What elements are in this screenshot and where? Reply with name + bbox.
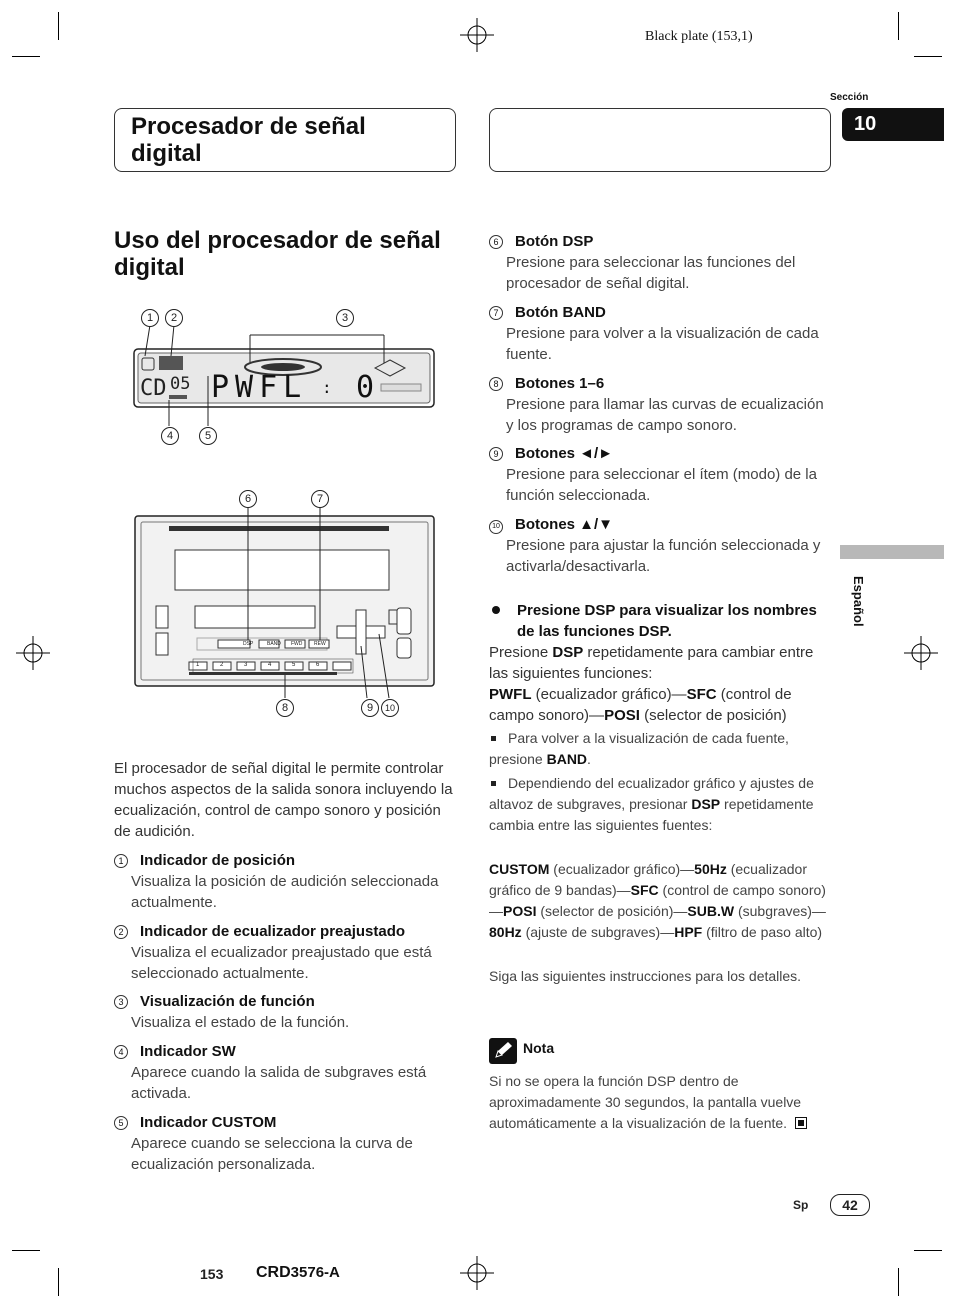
item-description: Presione para llamar las curvas de ecualización y los programas de campo sonoro. — [506, 396, 824, 434]
note-bold: BAND — [546, 751, 588, 767]
seq-name: HPF — [674, 924, 703, 940]
note-bold: DSP — [691, 796, 721, 812]
model-prefix: CRD — [256, 1264, 291, 1281]
note-1: Para volver a la visualización de cada fuente, presione BAND. — [489, 730, 789, 767]
language-tab — [840, 545, 944, 559]
square-bullet-icon — [491, 781, 496, 786]
function-desc: (control de campo sonoro)— — [489, 686, 792, 724]
crop-mark — [12, 56, 40, 57]
item-title: Visualización de función — [140, 993, 315, 1010]
display-function-text: PWFL — [211, 370, 308, 405]
seq-desc: (subgraves)— — [734, 903, 826, 919]
list-item — [489, 302, 834, 365]
preset-button-6: 6 — [316, 662, 320, 668]
seq-name: SUB.W — [687, 903, 735, 919]
footer-lang: Sp — [793, 1198, 809, 1212]
footer-model — [256, 1264, 340, 1282]
seq-desc: (ajuste de subgraves)— — [521, 924, 675, 940]
item-title: Indicador CUSTOM — [140, 1114, 277, 1131]
item-description: Aparece cuando la salida de subgraves está activada. — [131, 1064, 427, 1102]
step-text: repetidamente para cambiar entre las siguientes funciones: — [489, 644, 814, 682]
preset-button-2: 2 — [220, 662, 224, 668]
registration-mark — [460, 1256, 494, 1290]
rew-button-label: REW — [314, 641, 326, 647]
registration-mark — [460, 18, 494, 52]
header-empty-box — [489, 108, 831, 172]
crop-mark — [914, 56, 942, 57]
plate-label: Black plate (153,1) — [645, 29, 753, 44]
nota-body: Si no se opera la función DSP dentro de aproximadamente 30 segundos, la pantalla vuelve automáticamente a la visualización de la fuente. — [489, 1073, 802, 1131]
step-title: Presione DSP para visualizar los nombres de las funciones DSP. — [517, 602, 817, 640]
list-item — [489, 231, 834, 294]
language-label: Español — [851, 576, 866, 627]
item-title: Botones 1–6 — [515, 375, 605, 392]
preset-button-4: 4 — [268, 662, 272, 668]
note-text: Dependiendo del ecualizador gráfico y ajustes de altavoz de subgraves, presionar — [489, 775, 814, 812]
item-description: Visualiza la posición de audición seleccionada actualmente. — [131, 873, 439, 911]
list-item — [489, 443, 834, 506]
head-unit-figure — [133, 488, 437, 720]
callout-2: 2 — [165, 309, 183, 327]
item-description: Aparece cuando se selecciona la curva de ecualización personalizada. — [131, 1135, 413, 1173]
header-title: Procesador de señal digital — [131, 113, 366, 167]
item-number: 10 — [489, 520, 503, 534]
display-figure — [133, 308, 437, 448]
note-2 — [489, 773, 834, 836]
item-number: 8 — [489, 377, 503, 391]
main-title: Uso del procesador de señal digital — [114, 227, 441, 281]
item-number: 1 — [114, 854, 128, 868]
preset-button-1: 1 — [196, 662, 200, 668]
function-name: SFC — [686, 686, 717, 703]
sequence-list — [489, 859, 834, 943]
list-item — [489, 373, 834, 436]
seq-desc: (selector de posición)— — [536, 903, 688, 919]
preset-button-5: 5 — [292, 662, 296, 668]
item-description: Presione para seleccionar el ítem (modo) de la función seleccionada. — [506, 466, 817, 504]
crop-mark — [58, 1268, 59, 1296]
function-desc: (selector de posición) — [639, 707, 787, 724]
item-number: 3 — [114, 995, 128, 1009]
list-item — [114, 991, 459, 1033]
section-label: Sección — [830, 92, 869, 103]
display-cd: CD — [140, 376, 167, 401]
registration-mark — [904, 636, 938, 670]
callout-7: 7 — [311, 490, 329, 508]
fwd-button-label: FWD — [291, 641, 303, 647]
step-bullet — [492, 606, 500, 614]
callout-5: 5 — [199, 427, 217, 445]
item-number: 4 — [114, 1045, 128, 1059]
seq-name: 50Hz — [694, 861, 727, 877]
nota-text — [489, 1071, 829, 1134]
callout-6: 6 — [239, 490, 257, 508]
item-description: Presione para ajustar la función seleccionada y activarla/desactivarla. — [506, 537, 821, 575]
square-bullet-icon — [491, 736, 496, 741]
list-item — [114, 1112, 459, 1175]
item-number: 7 — [489, 306, 503, 320]
footer-number: 153 — [200, 1266, 224, 1282]
band-button-label: BAND — [267, 641, 281, 647]
seq-name: SFC — [630, 882, 659, 898]
item-number: 6 — [489, 235, 503, 249]
item-title: Indicador de posición — [140, 852, 296, 869]
list-item — [114, 850, 459, 913]
item-title: Botón BAND — [515, 304, 606, 321]
item-title: Botones ▲/▼ — [515, 516, 614, 533]
item-number: 9 — [489, 447, 503, 461]
callout-1: 1 — [141, 309, 159, 327]
function-name: POSI — [604, 707, 640, 724]
intro-paragraph: El procesador de señal digital le permite controlar muchos aspectos de la salida sonora incluyendo la ecualización, control de campo sonoro y posición de audición. — [114, 760, 453, 840]
seq-desc: (ecualizador gráfico de 9 bandas)— — [489, 861, 807, 898]
callout-4: 4 — [161, 427, 179, 445]
item-title: Indicador SW — [140, 1043, 236, 1060]
list-item — [114, 1041, 459, 1104]
callout-3: 3 — [336, 309, 354, 327]
seq-name: CUSTOM — [489, 861, 550, 877]
seq-desc: (ecualizador gráfico)— — [549, 861, 695, 877]
item-number: 5 — [114, 1116, 128, 1130]
callout-8: 8 — [276, 699, 294, 717]
step-description — [489, 642, 834, 726]
item-description: Presione para seleccionar las funciones del procesador de señal digital. — [506, 254, 796, 292]
header-title-box — [114, 108, 456, 172]
function-name: PWFL — [489, 686, 532, 703]
callout-9: 9 — [361, 699, 379, 717]
crop-mark — [12, 1250, 40, 1251]
crop-mark — [58, 12, 59, 40]
item-description: Visualiza el ecualizador preajustado que está seleccionado actualmente. — [131, 944, 432, 982]
item-title: Botón DSP — [515, 233, 594, 250]
follow-text: Siga las siguientes instrucciones para los detalles. — [489, 968, 802, 984]
head-unit-diagram — [133, 488, 437, 720]
display-track: 05 — [170, 374, 191, 394]
item-description: Visualiza el estado de la función. — [131, 1014, 350, 1031]
display-colon: : — [322, 378, 332, 397]
note-text: Para volver a la visualización de cada fuente, presione — [489, 730, 789, 767]
seq-desc: (filtro de paso alto) — [702, 924, 823, 940]
callout-10: 10 — [381, 699, 399, 717]
end-mark-icon — [795, 1117, 807, 1129]
crop-mark — [898, 12, 899, 40]
list-item — [114, 921, 459, 984]
step-text: Presione — [489, 644, 553, 661]
note-icon — [489, 1038, 517, 1064]
item-number: 2 — [114, 925, 128, 939]
step-block — [489, 600, 834, 642]
note-text: repetidamente cambia entre las siguientes fuentes: — [489, 796, 814, 833]
dsp-button-label: DSP — [243, 641, 254, 647]
display-value: 0 — [356, 370, 375, 405]
section-number-badge: 10 — [842, 108, 944, 141]
function-desc: (ecualizador gráfico)— — [531, 686, 687, 703]
model-suffix: 3576-A — [290, 1264, 340, 1281]
crop-mark — [898, 1268, 899, 1296]
page-number: 42 — [830, 1194, 870, 1216]
nota-label: Nota — [523, 1040, 555, 1056]
list-item — [489, 514, 834, 577]
seq-name: 80Hz — [489, 924, 522, 940]
preset-button-3: 3 — [244, 662, 248, 668]
registration-mark — [16, 636, 50, 670]
seq-name: POSI — [503, 903, 537, 919]
step-bold: DSP — [552, 644, 584, 661]
item-title: Botones ◄/► — [515, 445, 614, 462]
seq-desc: (control de campo sonoro)— — [489, 882, 826, 919]
item-title: Indicador de ecualizador preajustado — [140, 923, 406, 940]
crop-mark — [914, 1250, 942, 1251]
item-description: Presione para volver a la visualización de cada fuente. — [506, 325, 819, 363]
